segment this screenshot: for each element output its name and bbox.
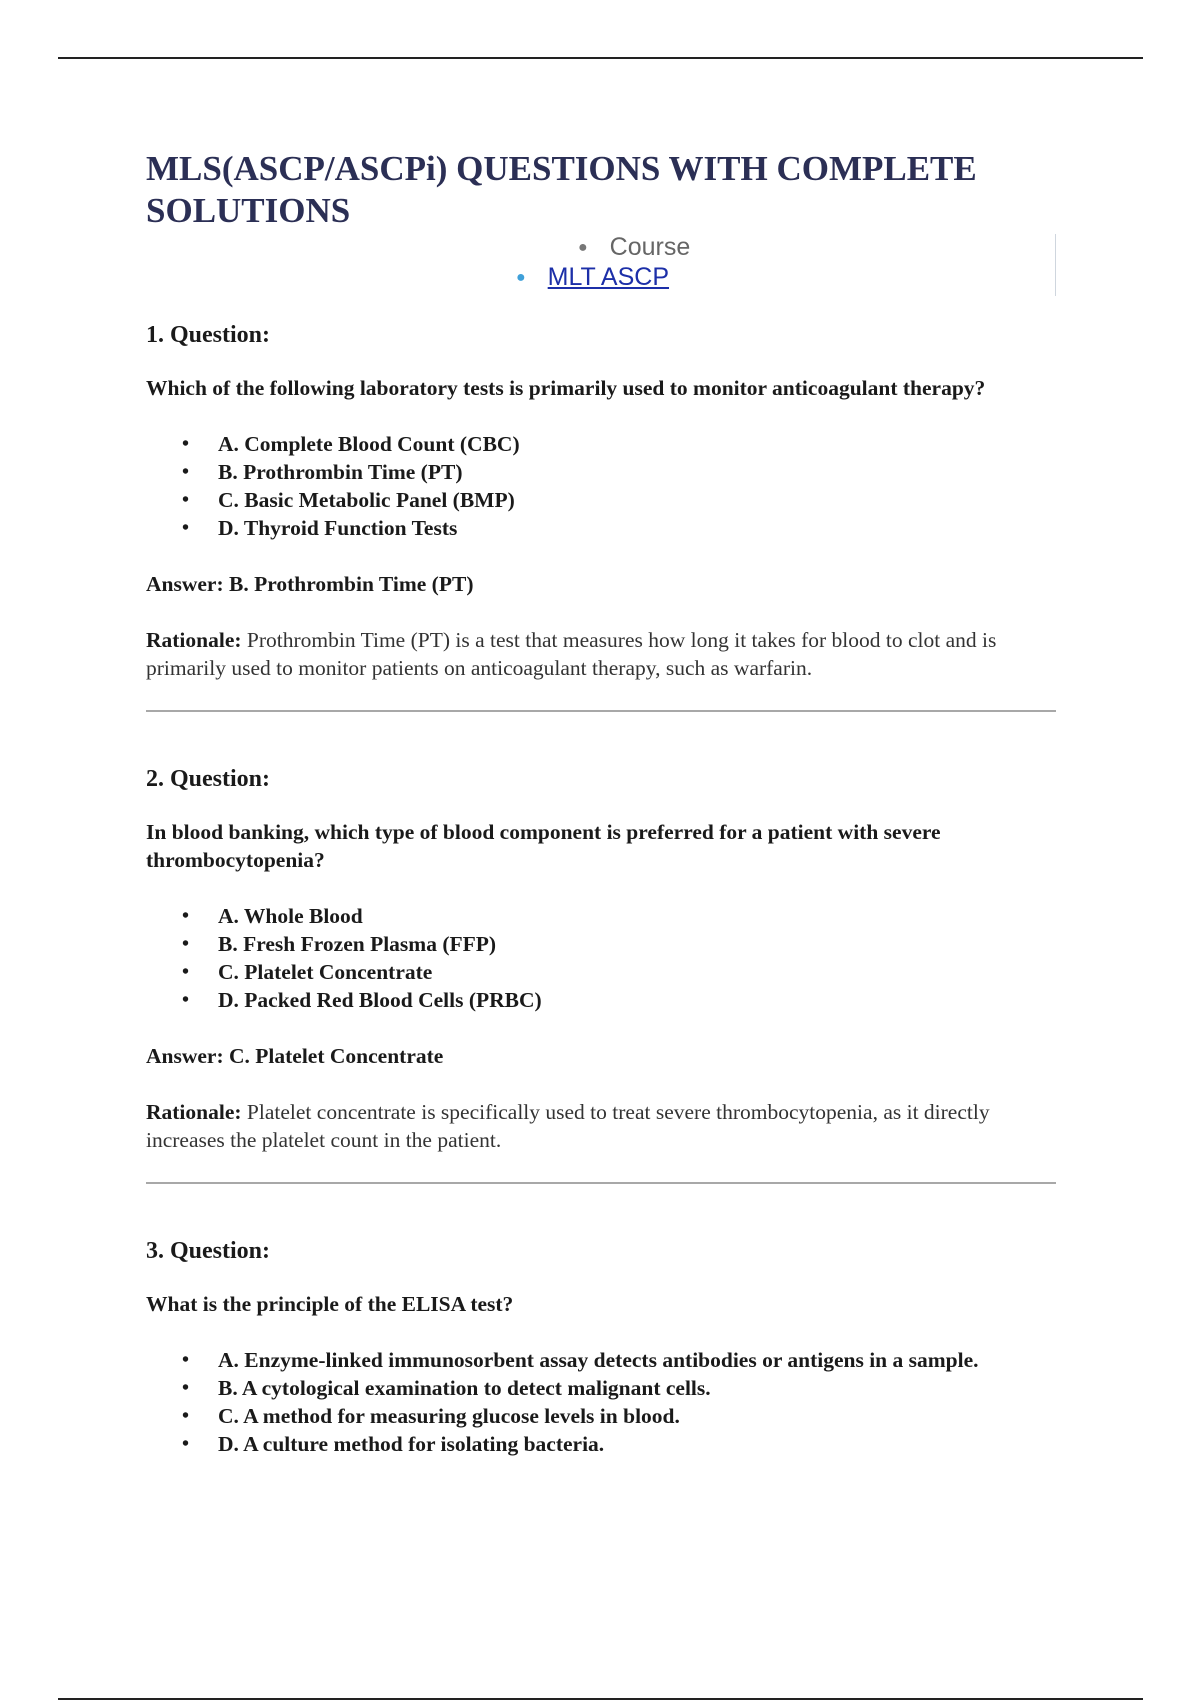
- meta-course-label: Course: [609, 233, 691, 261]
- question-text: In blood banking, which type of blood component is preferred for a patient with severe thrombocytopenia?: [146, 820, 941, 872]
- rationale: [146, 1098, 1056, 1154]
- section-divider: [146, 1182, 1056, 1184]
- document-meta: [146, 232, 1056, 300]
- question-text: What is the principle of the ELISA test?: [146, 1292, 514, 1316]
- question-3: [146, 1236, 1056, 1458]
- option-b: • B. Fresh Frozen Plasma (FFP): [146, 930, 1056, 958]
- answer: Answer: B. Prothrombin Time (PT): [146, 572, 474, 596]
- option-d: • D. A culture method for isolating bacteria.: [146, 1430, 1056, 1458]
- section-divider: [146, 710, 1056, 712]
- option-d: • D. Packed Red Blood Cells (PRBC): [146, 986, 1056, 1014]
- answer: Answer: C. Platelet Concentrate: [146, 1044, 444, 1068]
- meta-course-link: [516, 262, 669, 296]
- bullet-icon: ●: [516, 269, 526, 286]
- course-link[interactable]: MLT ASCP: [547, 263, 670, 291]
- option-c: • C. Basic Metabolic Panel (BMP): [146, 486, 1056, 514]
- option-a: • A. Enzyme-linked immunosorbent assay detects antibodies or antigens in a sample.: [146, 1346, 1056, 1374]
- option-b: • B. A cytological examination to detect malignant cells.: [146, 1374, 1056, 1402]
- rationale-text: Prothrombin Time (PT) is a test that measures how long it takes for blood to clot and is primarily used to monitor patients on anticoagulant therapy, such as warfarin.: [146, 628, 997, 680]
- meta-divider: [1055, 234, 1056, 296]
- option-c: • C. A method for measuring glucose levels in blood.: [146, 1402, 1056, 1430]
- option-a: • A. Complete Blood Count (CBC): [146, 430, 1056, 458]
- rationale-text: Platelet concentrate is specifically used to treat severe thrombocytopenia, as it directly increases the platelet count in the patient.: [146, 1100, 990, 1152]
- option-d: • D. Thyroid Function Tests: [146, 514, 1056, 542]
- top-rule: [58, 57, 1143, 59]
- question-1: [146, 320, 1056, 712]
- question-text: Which of the following laboratory tests is primarily used to monitor anticoagulant therapy?: [146, 376, 986, 400]
- options-list: [146, 430, 1056, 542]
- meta-course: [578, 232, 690, 266]
- option-a: • A. Whole Blood: [146, 902, 1056, 930]
- question-heading: 2. Question:: [146, 766, 271, 792]
- rationale-label: Rationale:: [146, 628, 242, 652]
- bullet-icon: ●: [578, 239, 588, 256]
- option-b: • B. Prothrombin Time (PT): [146, 458, 1056, 486]
- question-2: [146, 764, 1056, 1184]
- options-list: [146, 1346, 1056, 1458]
- rationale: [146, 626, 1056, 682]
- document-title: MLS(ASCP/ASCPi) QUESTIONS WITH COMPLETE SOLUTIONS: [146, 149, 977, 230]
- options-list: [146, 902, 1056, 1014]
- document-body: [146, 148, 1056, 1458]
- rationale-label: Rationale:: [146, 1100, 242, 1124]
- option-c: • C. Platelet Concentrate: [146, 958, 1056, 986]
- question-heading: 3. Question:: [146, 1238, 271, 1264]
- question-heading: 1. Question:: [146, 322, 271, 348]
